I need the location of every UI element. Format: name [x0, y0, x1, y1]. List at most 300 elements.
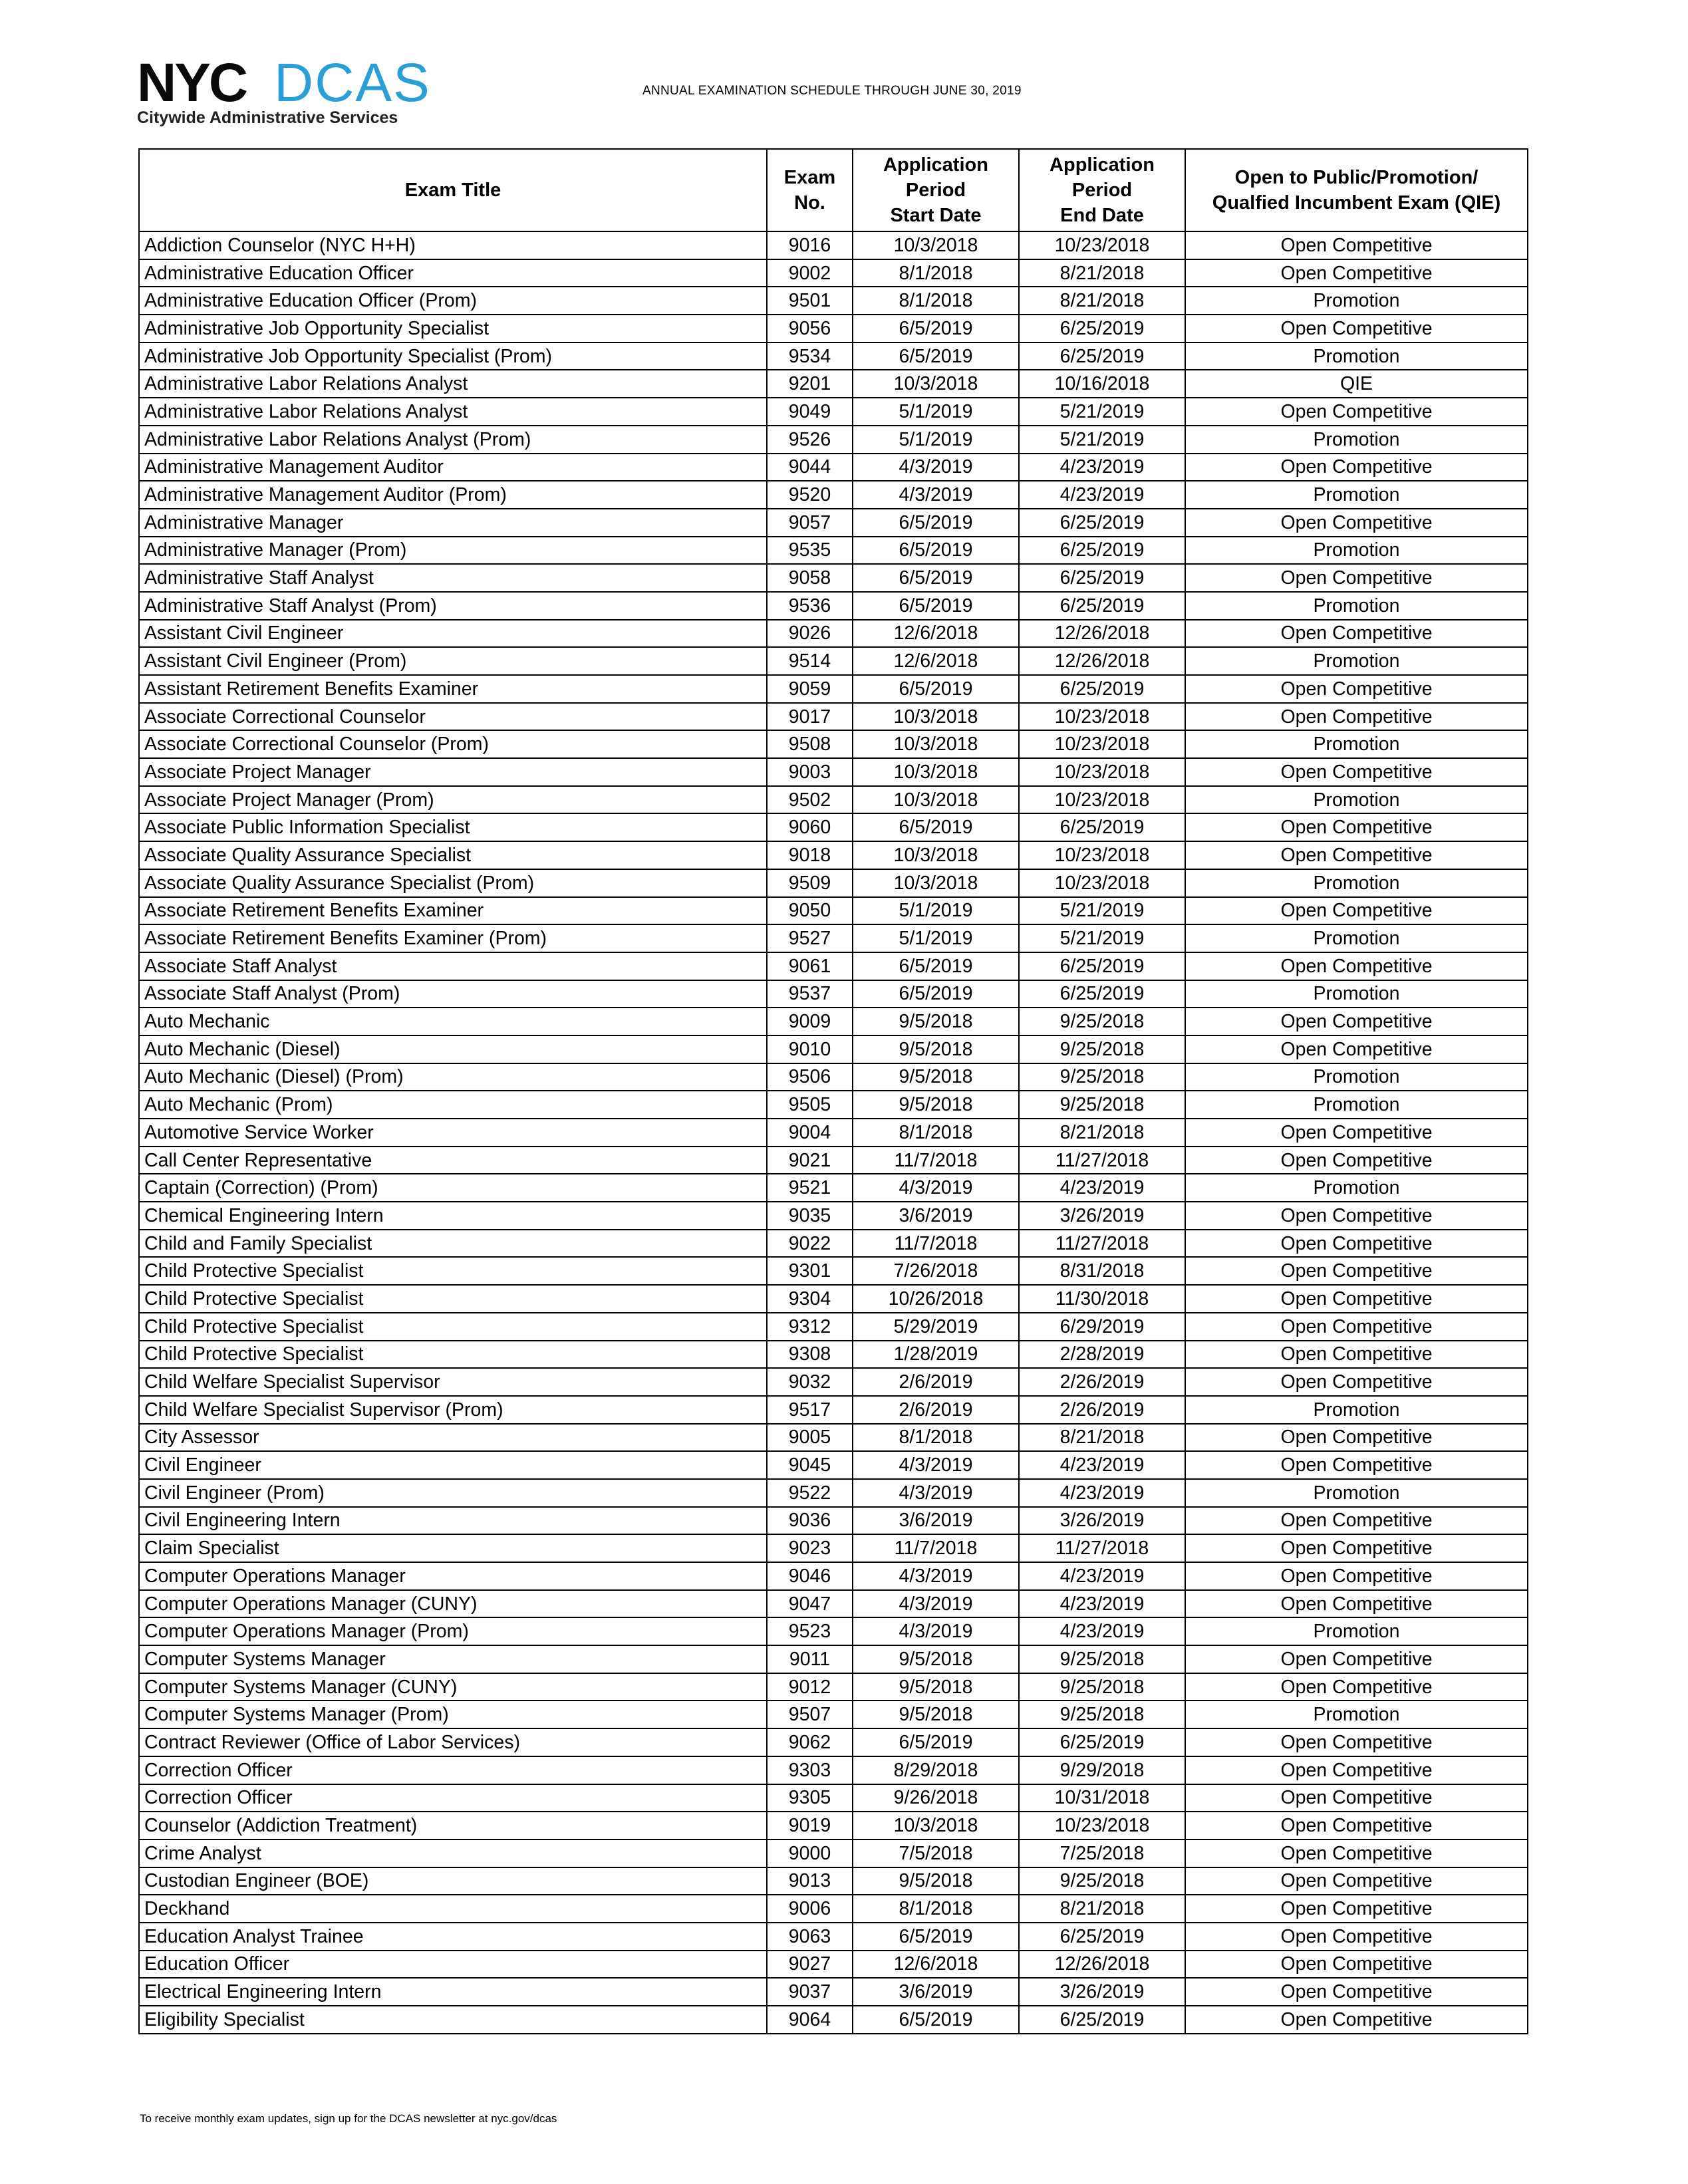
start-date-cell: 10/3/2018: [853, 786, 1019, 814]
end-date-cell: 5/21/2019: [1019, 398, 1185, 426]
exam-number-cell: 9305: [767, 1784, 853, 1812]
exam-title-cell: Associate Retirement Benefits Examiner: [139, 897, 767, 925]
table-body: [139, 231, 1528, 2034]
exam-type-cell: Open Competitive: [1185, 1840, 1528, 1867]
exam-type-cell: Open Competitive: [1185, 1562, 1528, 1590]
start-date-cell: 10/3/2018: [853, 730, 1019, 758]
exam-type-cell: Promotion: [1185, 481, 1528, 509]
exam-title-cell: Computer Systems Manager (CUNY): [139, 1673, 767, 1701]
table-row: [139, 1534, 1528, 1562]
exam-title-cell: Associate Correctional Counselor: [139, 703, 767, 731]
exam-number-cell: 9011: [767, 1645, 853, 1673]
start-date-cell: 11/7/2018: [853, 1534, 1019, 1562]
end-date-cell: 6/25/2019: [1019, 537, 1185, 565]
start-date-cell: 6/5/2019: [853, 1923, 1019, 1951]
exam-number-cell: 9520: [767, 481, 853, 509]
exam-number-cell: 9514: [767, 647, 853, 675]
end-date-cell: 10/23/2018: [1019, 786, 1185, 814]
table-row: [139, 1867, 1528, 1895]
exam-title-cell: Crime Analyst: [139, 1840, 767, 1867]
exam-number-cell: 9201: [767, 370, 853, 398]
table-row: [139, 980, 1528, 1008]
end-date-cell: 10/23/2018: [1019, 869, 1185, 897]
exam-type-cell: Open Competitive: [1185, 1534, 1528, 1562]
exam-type-cell: Open Competitive: [1185, 259, 1528, 287]
start-date-cell: 8/1/2018: [853, 1119, 1019, 1147]
start-date-cell: 6/5/2019: [853, 1728, 1019, 1756]
end-date-cell: 9/25/2018: [1019, 1701, 1185, 1728]
table-row: [139, 1978, 1528, 2006]
start-date-cell: 9/5/2018: [853, 1701, 1019, 1728]
exam-title-cell: Computer Systems Manager (Prom): [139, 1701, 767, 1728]
table-row: [139, 1147, 1528, 1174]
exam-title-cell: Associate Project Manager (Prom): [139, 786, 767, 814]
start-date-cell: 10/3/2018: [853, 703, 1019, 731]
exam-type-cell: Open Competitive: [1185, 1119, 1528, 1147]
table-row: [139, 675, 1528, 703]
table-row: [139, 1895, 1528, 1923]
exam-title-cell: Civil Engineer: [139, 1451, 767, 1479]
exam-title-cell: Administrative Staff Analyst (Prom): [139, 592, 767, 620]
exam-title-cell: Administrative Education Officer: [139, 259, 767, 287]
end-date-cell: 6/25/2019: [1019, 675, 1185, 703]
start-date-cell: 6/5/2019: [853, 675, 1019, 703]
table-row: [139, 315, 1528, 342]
exam-type-cell: Open Competitive: [1185, 1923, 1528, 1951]
exam-title-cell: Administrative Labor Relations Analyst: [139, 370, 767, 398]
nyc-dcas-logo: [137, 53, 443, 129]
table-row: [139, 1424, 1528, 1452]
exam-title-cell: Administrative Labor Relations Analyst: [139, 398, 767, 426]
start-date-cell: 3/6/2019: [853, 1978, 1019, 2006]
end-date-cell: 9/25/2018: [1019, 1063, 1185, 1091]
table-row: [139, 592, 1528, 620]
table-row: [139, 1617, 1528, 1645]
exam-title-cell: Civil Engineering Intern: [139, 1507, 767, 1535]
start-date-cell: 6/5/2019: [853, 980, 1019, 1008]
end-date-cell: 6/25/2019: [1019, 980, 1185, 1008]
start-date-cell: 4/3/2019: [853, 1174, 1019, 1202]
exam-number-cell: 9304: [767, 1285, 853, 1313]
exam-title-cell: Contract Reviewer (Office of Labor Services): [139, 1728, 767, 1756]
exam-title-cell: Eligibility Specialist: [139, 2006, 767, 2034]
end-date-cell: 8/21/2018: [1019, 1895, 1185, 1923]
exam-type-cell: Open Competitive: [1185, 620, 1528, 648]
exam-title-cell: Captain (Correction) (Prom): [139, 1174, 767, 1202]
start-date-cell: 9/5/2018: [853, 1091, 1019, 1119]
exam-title-cell: Child Welfare Specialist Supervisor (Prom): [139, 1396, 767, 1424]
start-date-cell: 11/7/2018: [853, 1147, 1019, 1174]
newsletter-footer: To receive monthly exam updates, sign up for the DCAS newsletter at nyc.gov/dcas: [140, 2112, 557, 2125]
exam-number-cell: 9050: [767, 897, 853, 925]
start-date-cell: 12/6/2018: [853, 647, 1019, 675]
end-date-cell: 6/29/2019: [1019, 1313, 1185, 1341]
exam-number-cell: 9303: [767, 1756, 853, 1784]
exam-number-cell: 9022: [767, 1230, 853, 1258]
end-date-cell: 3/26/2019: [1019, 1978, 1185, 2006]
start-date-cell: 10/3/2018: [853, 1812, 1019, 1840]
exam-title-cell: City Assessor: [139, 1424, 767, 1452]
start-date-cell: 9/5/2018: [853, 1035, 1019, 1063]
exam-number-cell: 9522: [767, 1479, 853, 1507]
start-date-cell: 10/3/2018: [853, 841, 1019, 869]
exam-schedule-table: [138, 148, 1528, 2034]
end-date-cell: 11/27/2018: [1019, 1230, 1185, 1258]
exam-type-cell: Open Competitive: [1185, 1895, 1528, 1923]
table-row: [139, 1812, 1528, 1840]
exam-type-cell: Open Competitive: [1185, 1285, 1528, 1313]
exam-type-cell: Open Competitive: [1185, 1867, 1528, 1895]
exam-number-cell: 9062: [767, 1728, 853, 1756]
end-date-cell: 4/23/2019: [1019, 481, 1185, 509]
exam-title-cell: Computer Systems Manager: [139, 1645, 767, 1673]
exam-type-cell: Open Competitive: [1185, 564, 1528, 592]
table-row: [139, 426, 1528, 454]
start-date-cell: 8/1/2018: [853, 287, 1019, 315]
exam-title-cell: Auto Mechanic (Diesel) (Prom): [139, 1063, 767, 1091]
exam-type-cell: Open Competitive: [1185, 1230, 1528, 1258]
end-date-cell: 11/27/2018: [1019, 1534, 1185, 1562]
end-date-cell: 9/25/2018: [1019, 1091, 1185, 1119]
table-row: [139, 1091, 1528, 1119]
exam-title-cell: Claim Specialist: [139, 1534, 767, 1562]
exam-type-cell: Open Competitive: [1185, 897, 1528, 925]
exam-number-cell: 9501: [767, 287, 853, 315]
end-date-cell: 8/31/2018: [1019, 1257, 1185, 1285]
exam-type-cell: Promotion: [1185, 1617, 1528, 1645]
start-date-cell: 12/6/2018: [853, 1951, 1019, 1979]
exam-title-cell: Administrative Management Auditor (Prom): [139, 481, 767, 509]
end-date-cell: 10/23/2018: [1019, 231, 1185, 259]
end-date-cell: 12/26/2018: [1019, 647, 1185, 675]
exam-number-cell: 9312: [767, 1313, 853, 1341]
table-row: [139, 509, 1528, 537]
exam-type-cell: Promotion: [1185, 342, 1528, 370]
exam-number-cell: 9032: [767, 1368, 853, 1396]
exam-type-cell: Open Competitive: [1185, 231, 1528, 259]
start-date-cell: 10/26/2018: [853, 1285, 1019, 1313]
table-row: [139, 1396, 1528, 1424]
exam-title-cell: Child and Family Specialist: [139, 1230, 767, 1258]
end-date-cell: 11/27/2018: [1019, 1147, 1185, 1174]
exam-number-cell: 9046: [767, 1562, 853, 1590]
exam-number-cell: 9506: [767, 1063, 853, 1091]
end-date-cell: 9/25/2018: [1019, 1035, 1185, 1063]
exam-title-cell: Call Center Representative: [139, 1147, 767, 1174]
exam-title-cell: Computer Operations Manager: [139, 1562, 767, 1590]
start-date-cell: 9/5/2018: [853, 1673, 1019, 1701]
exam-type-cell: Promotion: [1185, 537, 1528, 565]
table-row: [139, 342, 1528, 370]
exam-type-cell: Open Competitive: [1185, 1313, 1528, 1341]
table-row: [139, 1174, 1528, 1202]
table-row: [139, 537, 1528, 565]
table-header-row: [139, 149, 1528, 231]
end-date-cell: 12/26/2018: [1019, 620, 1185, 648]
exam-number-cell: 9535: [767, 537, 853, 565]
exam-type-cell: Open Competitive: [1185, 1008, 1528, 1035]
exam-type-cell: Promotion: [1185, 869, 1528, 897]
start-date-cell: 2/6/2019: [853, 1396, 1019, 1424]
exam-number-cell: 9044: [767, 454, 853, 481]
table-row: [139, 897, 1528, 925]
start-date-cell: 6/5/2019: [853, 315, 1019, 342]
table-row: [139, 1202, 1528, 1230]
start-date-cell: 1/28/2019: [853, 1341, 1019, 1369]
exam-type-cell: Promotion: [1185, 730, 1528, 758]
end-date-cell: 2/26/2019: [1019, 1368, 1185, 1396]
start-date-cell: 4/3/2019: [853, 1617, 1019, 1645]
exam-number-cell: 9523: [767, 1617, 853, 1645]
exam-number-cell: 9521: [767, 1174, 853, 1202]
end-date-cell: 7/25/2018: [1019, 1840, 1185, 1867]
end-date-cell: 4/23/2019: [1019, 1479, 1185, 1507]
start-date-cell: 8/1/2018: [853, 1895, 1019, 1923]
table-row: [139, 786, 1528, 814]
start-date-cell: 4/3/2019: [853, 1451, 1019, 1479]
logo-nyc-text: NYC: [137, 53, 247, 113]
exam-title-cell: Associate Retirement Benefits Examiner (Prom): [139, 924, 767, 952]
exam-title-cell: Administrative Management Auditor: [139, 454, 767, 481]
end-date-cell: 2/28/2019: [1019, 1341, 1185, 1369]
exam-type-cell: Open Competitive: [1185, 1202, 1528, 1230]
exam-type-cell: Open Competitive: [1185, 1341, 1528, 1369]
end-date-cell: 2/26/2019: [1019, 1396, 1185, 1424]
exam-type-cell: Open Competitive: [1185, 1812, 1528, 1840]
end-date-cell: 4/23/2019: [1019, 1590, 1185, 1618]
exam-title-cell: Education Officer: [139, 1951, 767, 1979]
exam-title-cell: Administrative Education Officer (Prom): [139, 287, 767, 315]
start-date-cell: 4/3/2019: [853, 1590, 1019, 1618]
exam-number-cell: 9026: [767, 620, 853, 648]
exam-title-cell: Assistant Civil Engineer (Prom): [139, 647, 767, 675]
table-row: [139, 1063, 1528, 1091]
table-row: [139, 1313, 1528, 1341]
start-date-cell: 6/5/2019: [853, 952, 1019, 980]
exam-type-cell: Open Competitive: [1185, 509, 1528, 537]
exam-type-cell: Promotion: [1185, 1174, 1528, 1202]
table-row: [139, 287, 1528, 315]
table-row: [139, 841, 1528, 869]
exam-title-cell: Child Protective Specialist: [139, 1313, 767, 1341]
table-row: [139, 370, 1528, 398]
start-date-cell: 9/26/2018: [853, 1784, 1019, 1812]
exam-number-cell: 9061: [767, 952, 853, 980]
exam-type-cell: Promotion: [1185, 426, 1528, 454]
exam-number-cell: 9060: [767, 813, 853, 841]
end-date-cell: 8/21/2018: [1019, 1424, 1185, 1452]
table-row: [139, 454, 1528, 481]
end-date-cell: 10/23/2018: [1019, 1812, 1185, 1840]
exam-title-cell: Administrative Labor Relations Analyst (Prom): [139, 426, 767, 454]
exam-number-cell: 9023: [767, 1534, 853, 1562]
start-date-cell: 6/5/2019: [853, 537, 1019, 565]
exam-title-cell: Deckhand: [139, 1895, 767, 1923]
exam-number-cell: 9000: [767, 1840, 853, 1867]
end-date-cell: 9/25/2018: [1019, 1008, 1185, 1035]
exam-title-cell: Auto Mechanic: [139, 1008, 767, 1035]
table-row: [139, 952, 1528, 980]
start-date-cell: 5/1/2019: [853, 398, 1019, 426]
exam-title-cell: Associate Quality Assurance Specialist: [139, 841, 767, 869]
end-date-cell: 4/23/2019: [1019, 454, 1185, 481]
table-row: [139, 1285, 1528, 1313]
exam-number-cell: 9056: [767, 315, 853, 342]
exam-type-cell: Open Competitive: [1185, 1673, 1528, 1701]
exam-type-cell: Open Competitive: [1185, 1728, 1528, 1756]
exam-title-cell: Child Welfare Specialist Supervisor: [139, 1368, 767, 1396]
start-date-cell: 5/1/2019: [853, 897, 1019, 925]
start-date-cell: 4/3/2019: [853, 1562, 1019, 1590]
exam-number-cell: 9047: [767, 1590, 853, 1618]
exam-type-cell: Promotion: [1185, 980, 1528, 1008]
exam-type-cell: Promotion: [1185, 1701, 1528, 1728]
exam-title-cell: Correction Officer: [139, 1756, 767, 1784]
end-date-cell: 6/25/2019: [1019, 592, 1185, 620]
table-row: [139, 1008, 1528, 1035]
exam-type-cell: Open Competitive: [1185, 1978, 1528, 2006]
exam-type-cell: Open Competitive: [1185, 1451, 1528, 1479]
exam-title-cell: Automotive Service Worker: [139, 1119, 767, 1147]
header-exam-no: Exam No.: [767, 149, 853, 231]
start-date-cell: 9/5/2018: [853, 1008, 1019, 1035]
header-start-date: Application Period Start Date: [853, 149, 1019, 231]
end-date-cell: 11/30/2018: [1019, 1285, 1185, 1313]
exam-number-cell: 9018: [767, 841, 853, 869]
end-date-cell: 10/16/2018: [1019, 370, 1185, 398]
start-date-cell: 9/5/2018: [853, 1645, 1019, 1673]
end-date-cell: 8/21/2018: [1019, 1119, 1185, 1147]
table-row: [139, 1507, 1528, 1535]
exam-title-cell: Auto Mechanic (Diesel): [139, 1035, 767, 1063]
start-date-cell: 10/3/2018: [853, 231, 1019, 259]
table-row: [139, 564, 1528, 592]
table-row: [139, 1701, 1528, 1728]
table-row: [139, 1368, 1528, 1396]
table-row: [139, 259, 1528, 287]
exam-number-cell: 9505: [767, 1091, 853, 1119]
start-date-cell: 6/5/2019: [853, 564, 1019, 592]
exam-type-cell: Open Competitive: [1185, 675, 1528, 703]
table-row: [139, 1119, 1528, 1147]
exam-number-cell: 9010: [767, 1035, 853, 1063]
table-row: [139, 703, 1528, 731]
exam-title-cell: Education Analyst Trainee: [139, 1923, 767, 1951]
end-date-cell: 6/25/2019: [1019, 1923, 1185, 1951]
end-date-cell: 6/25/2019: [1019, 564, 1185, 592]
exam-number-cell: 9035: [767, 1202, 853, 1230]
table-row: [139, 647, 1528, 675]
exam-number-cell: 9308: [767, 1341, 853, 1369]
start-date-cell: 6/5/2019: [853, 813, 1019, 841]
exam-title-cell: Electrical Engineering Intern: [139, 1978, 767, 2006]
exam-number-cell: 9526: [767, 426, 853, 454]
exam-number-cell: 9536: [767, 592, 853, 620]
exam-number-cell: 9059: [767, 675, 853, 703]
start-date-cell: 3/6/2019: [853, 1507, 1019, 1535]
start-date-cell: 10/3/2018: [853, 758, 1019, 786]
end-date-cell: 4/23/2019: [1019, 1451, 1185, 1479]
exam-type-cell: Open Competitive: [1185, 1590, 1528, 1618]
start-date-cell: 9/5/2018: [853, 1867, 1019, 1895]
start-date-cell: 9/5/2018: [853, 1063, 1019, 1091]
header-exam-type: Open to Public/Promotion/ Qualfied Incumbent Exam (QIE): [1185, 149, 1528, 231]
start-date-cell: 5/1/2019: [853, 924, 1019, 952]
exam-title-cell: Computer Operations Manager (Prom): [139, 1617, 767, 1645]
table-row: [139, 1590, 1528, 1618]
table-row: [139, 1840, 1528, 1867]
start-date-cell: 10/3/2018: [853, 869, 1019, 897]
exam-title-cell: Associate Staff Analyst (Prom): [139, 980, 767, 1008]
table-row: [139, 1257, 1528, 1285]
end-date-cell: 9/25/2018: [1019, 1867, 1185, 1895]
logo-dcas-text: DCAS: [274, 53, 431, 113]
exam-number-cell: 9049: [767, 398, 853, 426]
start-date-cell: 3/6/2019: [853, 1202, 1019, 1230]
exam-title-cell: Child Protective Specialist: [139, 1257, 767, 1285]
end-date-cell: 5/21/2019: [1019, 426, 1185, 454]
end-date-cell: 10/23/2018: [1019, 703, 1185, 731]
exam-title-cell: Child Protective Specialist: [139, 1341, 767, 1369]
exam-number-cell: 9019: [767, 1812, 853, 1840]
exam-number-cell: 9508: [767, 730, 853, 758]
exam-type-cell: Open Competitive: [1185, 1784, 1528, 1812]
exam-title-cell: Custodian Engineer (BOE): [139, 1867, 767, 1895]
end-date-cell: 8/21/2018: [1019, 287, 1185, 315]
exam-type-cell: Open Competitive: [1185, 315, 1528, 342]
exam-type-cell: Open Competitive: [1185, 454, 1528, 481]
exam-type-cell: Open Competitive: [1185, 1951, 1528, 1979]
exam-title-cell: Associate Staff Analyst: [139, 952, 767, 980]
start-date-cell: 8/29/2018: [853, 1756, 1019, 1784]
start-date-cell: 4/3/2019: [853, 1479, 1019, 1507]
table-row: [139, 231, 1528, 259]
exam-title-cell: Assistant Retirement Benefits Examiner: [139, 675, 767, 703]
start-date-cell: 4/3/2019: [853, 481, 1019, 509]
table-row: [139, 481, 1528, 509]
end-date-cell: 10/23/2018: [1019, 758, 1185, 786]
exam-number-cell: 9004: [767, 1119, 853, 1147]
exam-type-cell: Promotion: [1185, 1063, 1528, 1091]
exam-number-cell: 9036: [767, 1507, 853, 1535]
end-date-cell: 6/25/2019: [1019, 509, 1185, 537]
table-row: [139, 1230, 1528, 1258]
start-date-cell: 6/5/2019: [853, 509, 1019, 537]
table-row: [139, 1479, 1528, 1507]
exam-number-cell: 9021: [767, 1147, 853, 1174]
exam-number-cell: 9006: [767, 1895, 853, 1923]
exam-number-cell: 9027: [767, 1951, 853, 1979]
exam-number-cell: 9009: [767, 1008, 853, 1035]
exam-title-cell: Associate Public Information Specialist: [139, 813, 767, 841]
exam-type-cell: Promotion: [1185, 786, 1528, 814]
exam-type-cell: Open Competitive: [1185, 1645, 1528, 1673]
table-row: [139, 1645, 1528, 1673]
table-row: [139, 1341, 1528, 1369]
exam-title-cell: Associate Correctional Counselor (Prom): [139, 730, 767, 758]
exam-number-cell: 9537: [767, 980, 853, 1008]
table-row: [139, 1923, 1528, 1951]
exam-number-cell: 9502: [767, 786, 853, 814]
exam-type-cell: Open Competitive: [1185, 398, 1528, 426]
table-row: [139, 398, 1528, 426]
exam-number-cell: 9013: [767, 1867, 853, 1895]
table-row: [139, 1035, 1528, 1063]
logo-subtitle: Citywide Administrative Services: [137, 108, 398, 127]
start-date-cell: 5/29/2019: [853, 1313, 1019, 1341]
exam-number-cell: 9517: [767, 1396, 853, 1424]
exam-title-cell: Correction Officer: [139, 1784, 767, 1812]
